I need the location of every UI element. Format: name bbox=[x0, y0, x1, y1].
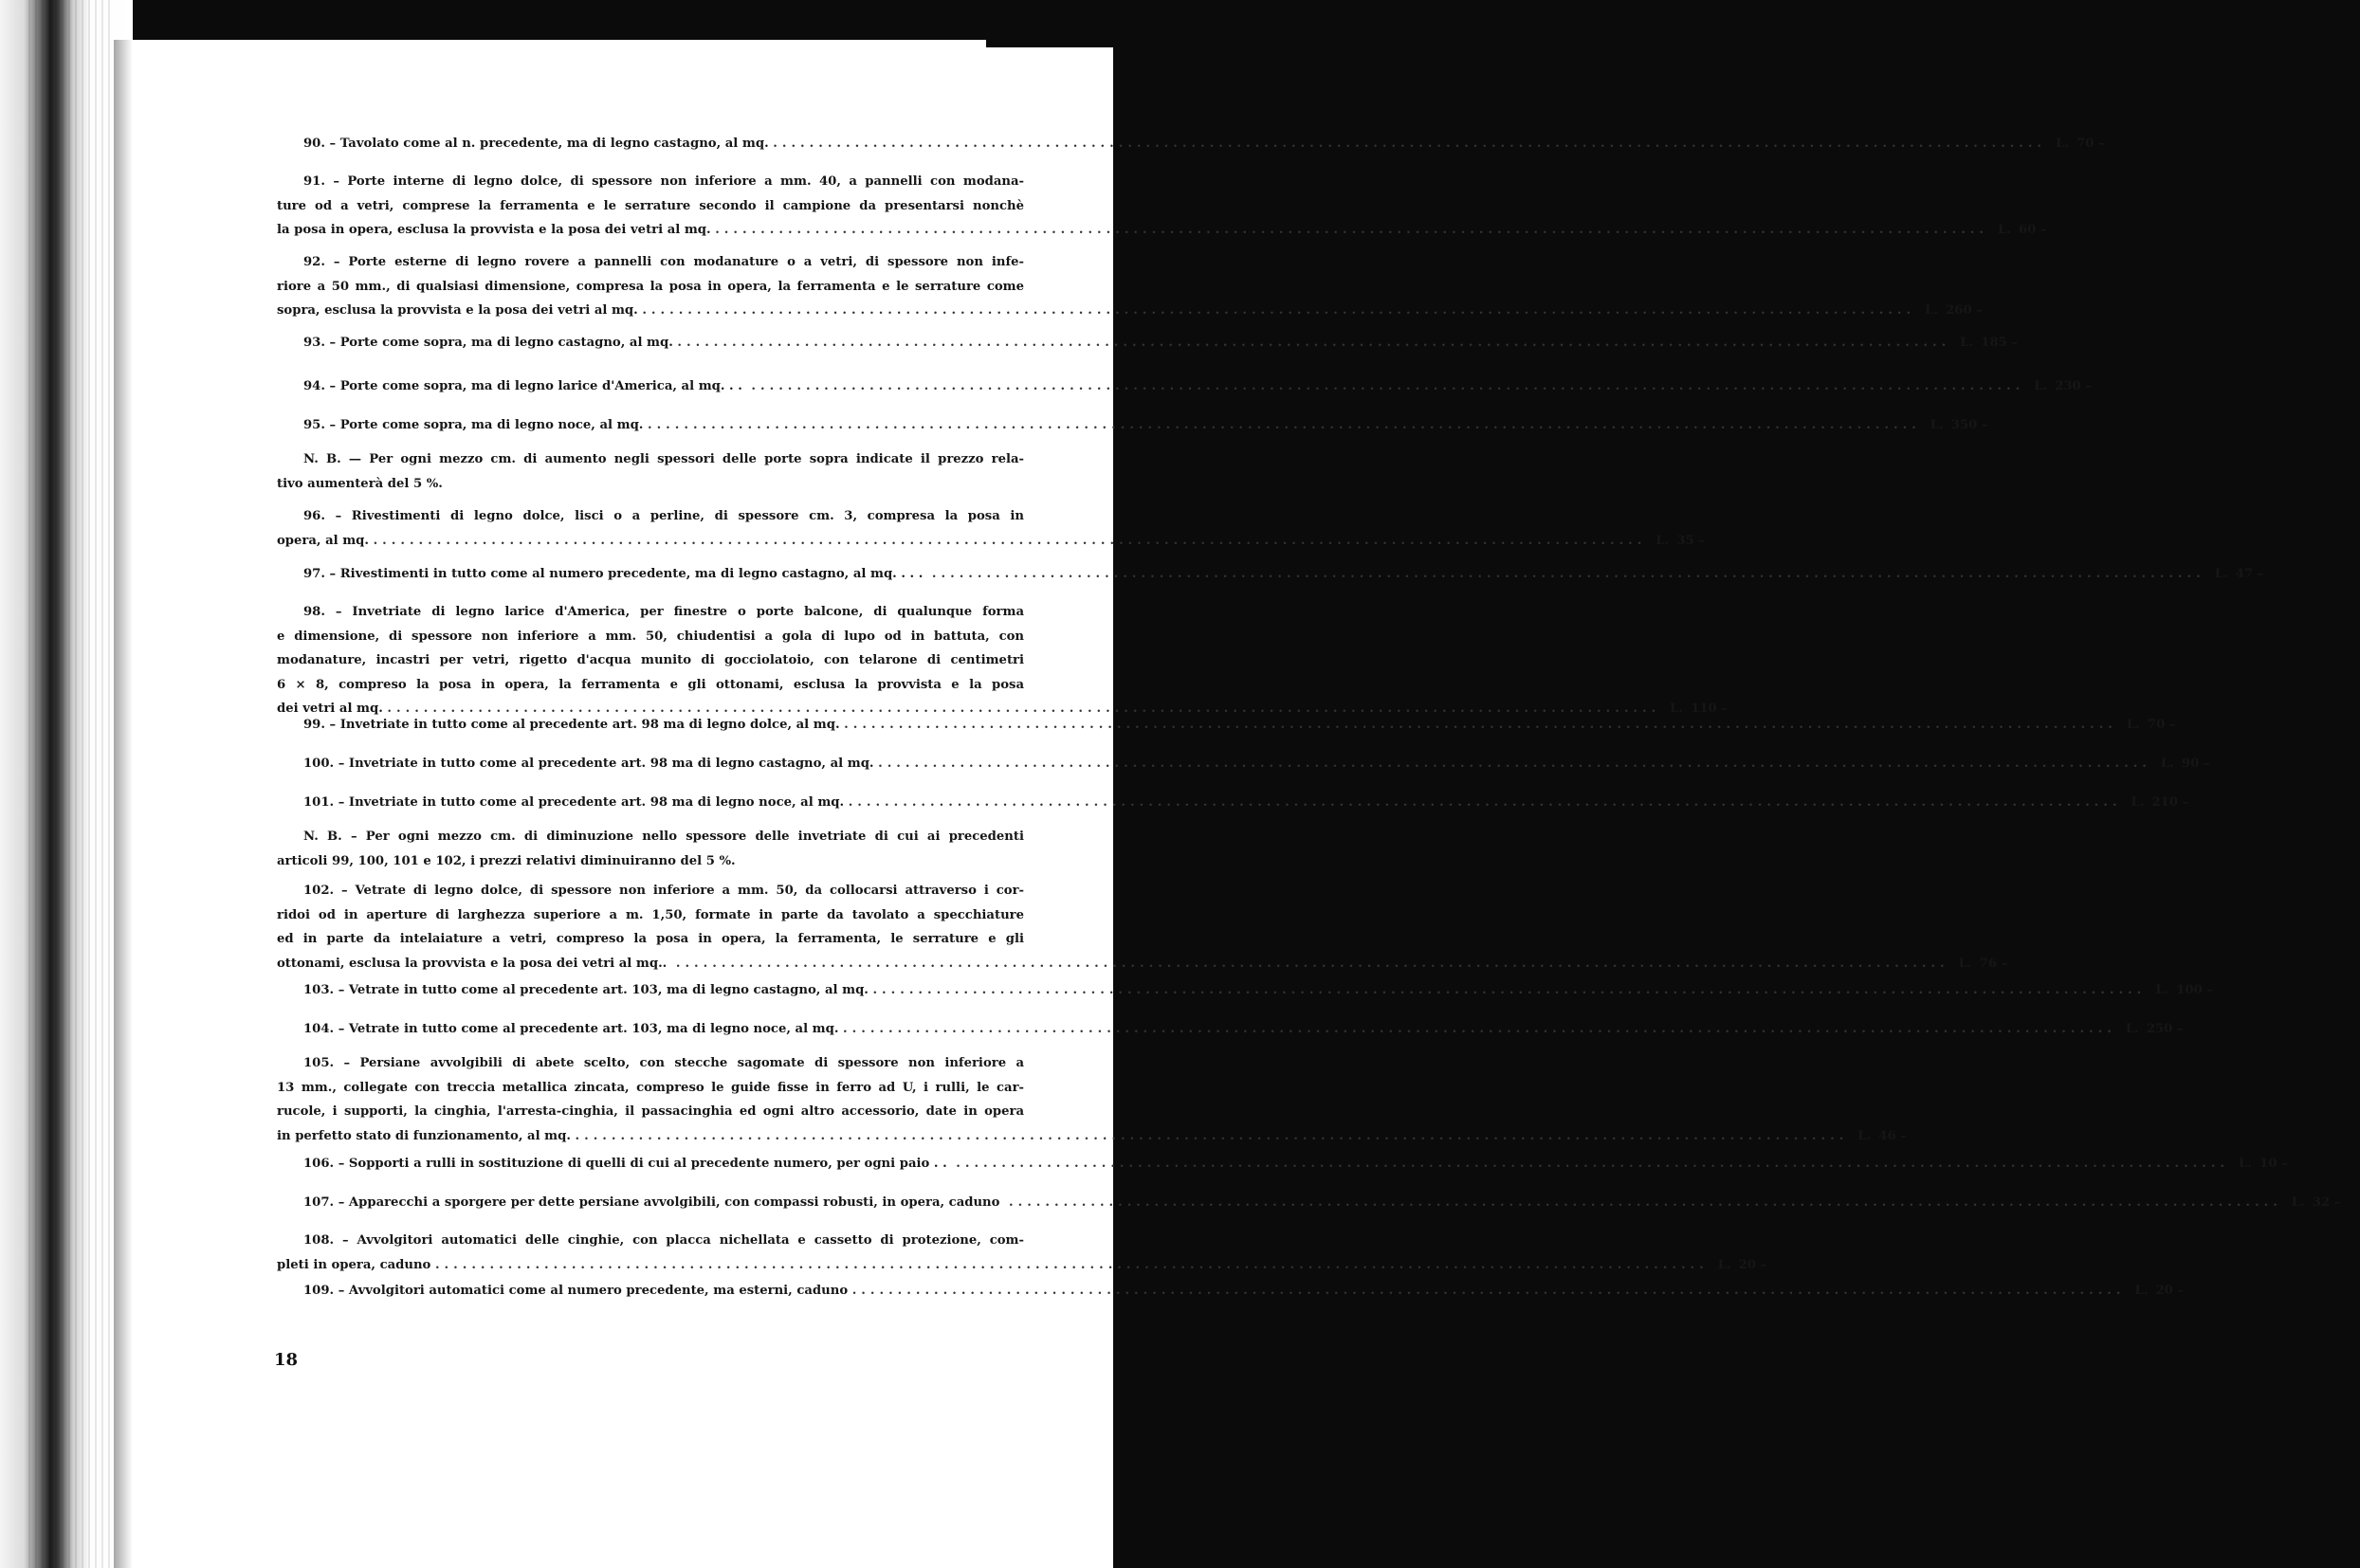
entry-91 bbox=[277, 170, 2047, 243]
entry-text: rucole, i supporti, la cinghia, l'arresta-cinghia, il passacinghia ed ogni altro accessorio, date in opera bbox=[277, 1104, 1024, 1119]
entry-line bbox=[277, 600, 1102, 625]
price-value: 110 – bbox=[1691, 702, 1728, 716]
entry-text: 106. – Sopporti a rulli in sostituzione di quelli di cui al precedente numero, per ogni paio . . bbox=[303, 1157, 947, 1171]
price bbox=[1988, 218, 2066, 243]
entry-99 bbox=[277, 713, 2176, 738]
entry-text: 107. – Apparecchi a sporgere per dette persiane avvolgibili, con compassi robusti, in opera, caduno bbox=[303, 1195, 1000, 1210]
entry-line bbox=[277, 1017, 2184, 1042]
dot-leader: ............................................................................................................................................ bbox=[677, 336, 1951, 350]
entry-text: ridoi od in aperture di larghezza superiore a m. 1,50, formate in parte da tavolato a specchiature bbox=[277, 907, 1024, 922]
dot-leader: ............................................................................................................................................ bbox=[575, 1128, 1849, 1143]
price bbox=[1709, 1253, 1786, 1278]
dot-leader: ............................................................................................................................................ bbox=[667, 956, 1949, 971]
price-value: 210 – bbox=[2151, 795, 2189, 810]
currency: L. bbox=[2155, 983, 2169, 997]
entry-101 bbox=[277, 791, 2189, 815]
price bbox=[2116, 1017, 2194, 1042]
entry-line bbox=[277, 1051, 1102, 1076]
currency: L. bbox=[2131, 795, 2145, 810]
price bbox=[2117, 713, 2195, 738]
entry-line bbox=[277, 250, 1102, 275]
entry-text: 100. – Invetriate in tutto come al precedente art. 98 ma di legno castagno, al mq. bbox=[303, 757, 879, 771]
price-value: 250 – bbox=[2146, 1022, 2184, 1036]
entry-text: N. B. — Per ogni mezzo cm. di aumento negli spessori delle porte sopra indicate il prezzo rela- bbox=[303, 452, 1024, 466]
top-edge-shadow bbox=[986, 40, 1113, 47]
entry-line bbox=[277, 1253, 1767, 1278]
entry-line bbox=[277, 673, 1102, 698]
price bbox=[1950, 331, 2028, 356]
currency: L. bbox=[1656, 533, 1670, 548]
entry-line bbox=[277, 132, 2105, 156]
price-value: 20 – bbox=[2155, 1284, 2185, 1298]
entry-line bbox=[277, 1279, 2185, 1304]
dot-leader: ............................................................................................................................................ bbox=[999, 1195, 2282, 1210]
entry-text: 6 × 8, compreso la posa in opera, la ferramenta e gli ottonami, esclusa la provvista e la posa bbox=[277, 677, 1024, 692]
entry-line bbox=[277, 1100, 1102, 1124]
currency: L. bbox=[2160, 757, 2174, 771]
price bbox=[1848, 1124, 1926, 1149]
entry-text: 13 mm., collegate con treccia metallica zincata, compreso le guide fisse in ferro ad U, i rulli, le car- bbox=[277, 1080, 1024, 1095]
dot-leader: ............................................................................................................................................ bbox=[878, 757, 2151, 771]
entry-line bbox=[277, 903, 1102, 928]
currency: L. bbox=[2126, 718, 2140, 732]
entry-line bbox=[277, 1191, 2341, 1215]
entry-line bbox=[277, 978, 2213, 1003]
entry-line bbox=[277, 472, 1102, 497]
dot-leader: ............................................................................................................................................ bbox=[387, 702, 1661, 716]
price-value: 32 – bbox=[2312, 1195, 2341, 1210]
entry-line bbox=[277, 374, 2092, 399]
entry-text: 105. – Persiane avvolgibili di abete scelto, con stecche sagomate di spessore non inferiore a bbox=[303, 1056, 1024, 1070]
entry-text: N. B. – Per ogni mezzo cm. di diminuzione nello spessore delle invetriate di cui ai precedenti bbox=[303, 830, 1024, 844]
entry-92 bbox=[277, 250, 1983, 323]
dot-leader: ............................................................................................................................................ bbox=[843, 1022, 2116, 1036]
entry-text: 96. – Rivestimenti di legno dolce, lisci o a perline, di spessore cm. 3, compresa la posa in bbox=[303, 509, 1024, 523]
price bbox=[2229, 1152, 2307, 1176]
entry-line bbox=[277, 825, 1102, 849]
currency: L. bbox=[1925, 303, 1938, 318]
entry-line bbox=[277, 1152, 2288, 1176]
price-value: 70 – bbox=[2076, 137, 2105, 151]
entry-109 bbox=[277, 1279, 2185, 1304]
entry-text: ture od a vetri, comprese la ferramenta e le serrature secondo il campione da presentarsi nonchè bbox=[277, 198, 1024, 213]
entry-line bbox=[277, 849, 1102, 874]
price bbox=[2121, 791, 2199, 815]
price-value: 90 – bbox=[2181, 757, 2210, 771]
entry-93 bbox=[277, 331, 2018, 356]
dot-leader: ............................................................................................................................................ bbox=[741, 379, 2025, 393]
price bbox=[2151, 752, 2229, 776]
entry-107 bbox=[277, 1191, 2341, 1215]
entry-text: 98. – Invetriate di legno larice d'America, per finestre o porte balcone, di qualunque forma bbox=[303, 605, 1024, 619]
entry-text: 108. – Avvolgitori automatici delle cinghie, con placca nichellata e cassetto di protezione, com- bbox=[303, 1233, 1024, 1248]
entry-106 bbox=[277, 1152, 2288, 1176]
entry-line bbox=[277, 952, 2008, 976]
currency: L. bbox=[1857, 1128, 1872, 1143]
entry-94 bbox=[277, 374, 2092, 399]
dot-leader: ............................................................................................................................................ bbox=[715, 223, 1988, 237]
entry-text: 103. – Vetrate in tutto come al precedente art. 103, ma di legno castagno, al mq. bbox=[303, 983, 873, 997]
price bbox=[2146, 978, 2223, 1003]
price-value: 185 – bbox=[1981, 336, 2018, 350]
entry-90 bbox=[277, 132, 2105, 156]
entry-108 bbox=[277, 1229, 1767, 1277]
entry-text: dei vetri al mq. bbox=[277, 702, 388, 716]
price bbox=[1921, 413, 1999, 438]
currency: L. bbox=[2125, 1022, 2139, 1036]
dot-leader: ............................................................................................................................................ bbox=[851, 1284, 2126, 1298]
currency: L. bbox=[2291, 1195, 2305, 1210]
entry-text: 93. – Porte come sopra, ma di legno castagno, al mq. bbox=[303, 336, 678, 350]
entry-line bbox=[277, 927, 1102, 952]
currency: L. bbox=[1958, 956, 1972, 971]
dot-leader: ............................................................................................................................................ bbox=[872, 983, 2147, 997]
entry-line bbox=[277, 194, 1102, 219]
price-value: 100 – bbox=[2176, 983, 2213, 997]
currency: L. bbox=[1717, 1257, 1731, 1272]
entry-text: 97. – Rivestimenti in tutto come al numero precedente, ma di legno castagno, al mq. . . . bbox=[303, 567, 924, 581]
entry-text: in perfetto stato di funzionamento, al mq. bbox=[277, 1128, 576, 1143]
entry-text: ottonami, esclusa la provvista e la posa dei vetri al mq.. bbox=[277, 956, 668, 971]
currency: L. bbox=[1960, 336, 1974, 350]
entry-line bbox=[277, 625, 1102, 649]
entry-text: 109. – Avvolgitori automatici come al numero precedente, ma esterni, caduno bbox=[303, 1284, 852, 1298]
entry-104 bbox=[277, 1017, 2184, 1042]
entry-line bbox=[277, 218, 2047, 243]
entry-text: ed in parte da intelaiature a vetri, compreso la posa in opera, la ferramenta, le serrature e gli bbox=[277, 932, 1024, 946]
price bbox=[2282, 1191, 2360, 1215]
entry-nb2 bbox=[277, 825, 1102, 873]
entry-line bbox=[277, 529, 1705, 554]
dot-leader: ............................................................................................................................................ bbox=[773, 137, 2047, 151]
entry-text: 101. – Invetriate in tutto come al precedente art. 98 ma di legno noce, al mq. bbox=[303, 795, 849, 810]
currency: L. bbox=[1997, 223, 2011, 237]
entry-96 bbox=[277, 504, 1705, 553]
page-number: 18 bbox=[274, 1350, 299, 1370]
entry-line bbox=[277, 275, 1102, 300]
dot-leader: ............................................................................................................................................ bbox=[434, 1257, 1709, 1272]
price-value: 260 – bbox=[1946, 303, 1983, 318]
price-value: 46 – bbox=[1878, 1128, 1907, 1143]
price-value: 60 – bbox=[2018, 223, 2047, 237]
entry-line bbox=[277, 562, 2264, 587]
price-value: 230 – bbox=[2055, 379, 2092, 393]
currency: L. bbox=[2239, 1157, 2252, 1171]
entry-line bbox=[277, 1124, 1907, 1149]
entry-text: pleti in opera, caduno bbox=[277, 1257, 435, 1272]
entry-text: 90. – Tavolato come al n. precedente, ma di legno castagno, al mq. bbox=[303, 137, 774, 151]
entry-nb1 bbox=[277, 447, 1102, 496]
entry-line bbox=[277, 879, 1102, 903]
price-value: 20 – bbox=[1738, 1257, 1767, 1272]
price bbox=[2046, 132, 2124, 156]
price bbox=[1949, 952, 2027, 976]
price-value: 350 – bbox=[1950, 418, 1988, 432]
entry-line bbox=[277, 713, 2176, 738]
entry-line bbox=[277, 752, 2210, 776]
dot-leader: ............................................................................................................................................ bbox=[647, 418, 1921, 432]
price bbox=[1646, 529, 1724, 554]
entry-95 bbox=[277, 413, 1988, 438]
entry-98 bbox=[277, 600, 1728, 721]
price bbox=[2125, 1279, 2203, 1304]
dot-leader: ............................................................................................................................................ bbox=[642, 303, 1916, 318]
dot-leader: ............................................................................................................................................ bbox=[373, 533, 1647, 548]
currency: L. bbox=[2034, 379, 2048, 393]
entry-line bbox=[277, 791, 2189, 815]
entry-line bbox=[277, 504, 1102, 529]
entry-text: 104. – Vetrate in tutto come al precedente art. 103, ma di legno noce, al mq. bbox=[303, 1022, 844, 1036]
price-value: 35 – bbox=[1676, 533, 1705, 548]
entry-line bbox=[277, 299, 1983, 323]
dot-leader: ............................................................................................................................................ bbox=[923, 567, 2205, 581]
entry-line bbox=[277, 1229, 1102, 1253]
entry-text: tivo aumenterà del 5 %. bbox=[277, 476, 443, 491]
entry-text: riore a 50 mm., di qualsiasi dimensione, compresa la posa in opera, la ferramenta e le serrature come bbox=[277, 279, 1024, 294]
entry-line bbox=[277, 1076, 1102, 1101]
currency: L. bbox=[1670, 702, 1684, 716]
currency: L. bbox=[1930, 418, 1944, 432]
price-value: 10 – bbox=[2259, 1157, 2288, 1171]
price bbox=[2205, 562, 2283, 587]
entry-text: sopra, esclusa la provvista e la posa dei vetri al mq. bbox=[277, 303, 643, 318]
currency: L. bbox=[2134, 1284, 2149, 1298]
entry-line bbox=[277, 447, 1102, 472]
entry-text: modanature, incastri per vetri, rigetto d'acqua munito di gocciolatoio, con telarone di centimetri bbox=[277, 653, 1024, 667]
entry-text: 99. – Invetriate in tutto come al precedente art. 98 ma di legno dolce, al mq. bbox=[303, 718, 845, 732]
dot-leader: ............................................................................................................................................ bbox=[844, 718, 2117, 732]
entry-text: articoli 99, 100, 101 e 102, i prezzi relativi diminuiranno del 5 %. bbox=[277, 853, 736, 868]
entry-105 bbox=[277, 1051, 1907, 1148]
dot-leader: ............................................................................................................................................ bbox=[848, 795, 2122, 810]
price bbox=[2024, 374, 2102, 399]
price bbox=[1915, 299, 1993, 323]
dot-leader: ............................................................................................................................................ bbox=[946, 1157, 2230, 1171]
currency: L. bbox=[2056, 137, 2069, 151]
entry-text: la posa in opera, esclusa la provvista e la posa dei vetri al mq. bbox=[277, 223, 716, 237]
book-binding bbox=[0, 0, 133, 1568]
entry-text: 94. – Porte come sopra, ma di legno larice d'America, al mq. . . bbox=[303, 379, 742, 393]
entry-102 bbox=[277, 879, 2008, 975]
entry-100 bbox=[277, 752, 2210, 776]
entry-line bbox=[277, 170, 1102, 194]
entry-line bbox=[277, 648, 1102, 673]
price-value: 76 – bbox=[1979, 956, 2008, 971]
entry-text: e dimensione, di spessore non inferiore a mm. 50, chiudentisi a gola di lupo od in battuta, con bbox=[277, 629, 1024, 644]
entry-text: 102. – Vetrate di legno dolce, di spessore non inferiore a mm. 50, da collocarsi attraverso i cor- bbox=[303, 884, 1024, 898]
entry-103 bbox=[277, 978, 2213, 1003]
entry-text: 92. – Porte esterne di legno rovere a pannelli con modanature o a vetri, di spessore non infe- bbox=[303, 255, 1024, 269]
entry-line bbox=[277, 413, 1988, 438]
entry-line bbox=[277, 331, 2018, 356]
page-gutter-shadow bbox=[114, 40, 133, 1568]
price-value: 70 – bbox=[2147, 718, 2176, 732]
entry-text: 91. – Porte interne di legno dolce, di spessore non inferiore a mm. 40, a pannelli con modana- bbox=[303, 174, 1024, 189]
currency: L. bbox=[2214, 567, 2228, 581]
price-value: 47 – bbox=[2235, 567, 2264, 581]
entry-97 bbox=[277, 562, 2264, 587]
entry-text: 95. – Porte come sopra, ma di legno noce, al mq. bbox=[303, 418, 648, 432]
entry-text: opera, al mq. bbox=[277, 533, 374, 548]
